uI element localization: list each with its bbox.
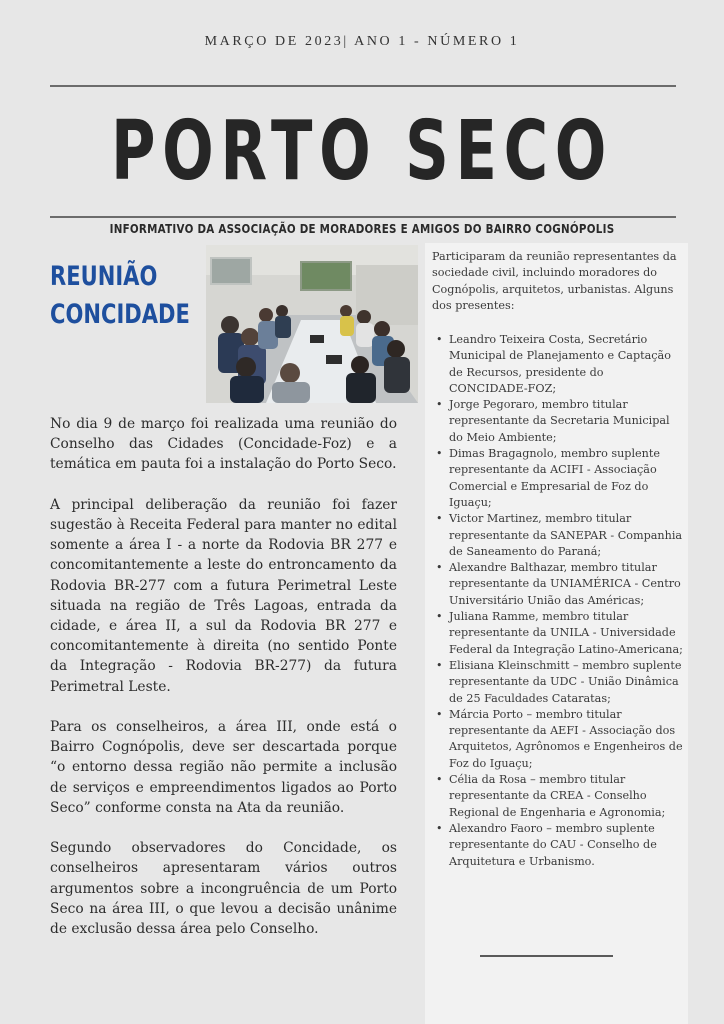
article-paragraph: A principal deliberação da reunião foi fazer sugestão à Receita Federal para manter no edital somente a área I - a norte da Rodovia BR 277 e concomitantemente a leste do entroncamento da Rodovia BR-277 com a futura Perimetral Leste situada na região de Três Lagoas, entrada da cidade, e área II, a sul da Rodovia BR 277 e concomitantemente à direita (no sentido Ponte da Integração - Rodovia BR-277) da futura Perimetral Leste. [50,496,397,695]
attendee-text: Leandro Teixeira Costa, Secretário Municipal de Planejamento e Captação de Recursos, presidente do CONCIDADE-FOZ; [449,333,671,395]
article-paragraph: Segundo observadores do Concidade, os conselheiros apresentaram vários outros argumentos sobre a incongruência de um Porto Seco na área III, o que levou a decisão unânime de exclusão dessa área pelo Conselho. [50,840,397,938]
list-item [436,772,685,821]
attendee-text: Elisiana Kleinschmitt – membro suplente representante da UDC - União Dinâmica de 25 Faculdades Cataratas; [449,658,682,705]
bullet-icon: • [436,773,443,787]
sidebar-divider [480,955,613,957]
dateline: MARÇO DE 2023| ANO 1 - NÚMERO 1 [204,34,520,49]
attendee-text: Dimas Bragagnolo, membro suplente representante da ACIFI - Associação Comercial e Empresarial de Foz do Iguaçu; [449,447,660,509]
attendee-text: Alexandro Faoro – membro suplente representante do CAU - Conselho de Arquitetura e Urbanismo. [449,821,657,868]
list-item [436,397,685,446]
article-body [50,414,397,959]
bullet-icon: • [436,821,443,835]
bullet-icon: • [436,512,443,526]
bullet-icon: • [436,610,443,624]
attendee-text: Alexandre Balthazar, membro titular representante da UNIAMÉRICA - Centro Universitário União das Américas; [449,561,681,607]
list-item [436,821,685,870]
bullet-icon: • [436,333,443,346]
meeting-photo-illustration [206,245,418,403]
masthead-title: PORTO SECO [110,104,614,199]
article-title-line-1: REUNIÃO [50,261,158,292]
bullet-icon: • [436,398,443,412]
list-item [436,560,685,609]
bullet-icon: • [436,561,443,575]
article-title [50,258,190,334]
bullet-icon: • [436,707,443,721]
masthead-top-rule [50,85,676,87]
list-item [436,609,685,658]
list-item [436,658,685,707]
article-title-line-2: CONCIDADE [50,299,190,330]
sidebar-intro: Participaram da reunião representantes da sociedade civil, incluindo moradores do Cognópolis, arquitetos, urbanistas. Alguns dos presentes: [432,250,677,312]
article-paragraph: No dia 9 de março foi realizada uma reunião do Conselho das Cidades (Concidade-Foz) e a temática em pauta foi a instalação do Porto Seco. [50,416,397,473]
attendee-text: Márcia Porto – membro titular representante da AEFI - Associação dos Arquitetos, Agrônomos e Engenheiros de Foz do Iguaçu; [449,707,683,770]
article-paragraph: Para os conselheiros, a área III, onde está o Bairro Cognópolis, deve ser descartada porque “o entorno dessa região não permite a inclusão de serviços e empreendimentos ligados ao Porto Seco” conforme consta na Ata da reunião. [50,719,397,816]
list-item [436,332,685,397]
list-item [436,446,685,511]
attendees-list [436,332,685,870]
attendee-text: Jorge Pegoraro, membro titular representante da Secretaria Municipal do Meio Ambiente; [449,398,670,444]
attendee-text: Victor Martinez, membro titular representante da SANEPAR - Companhia de Saneamento do Paraná; [449,512,683,558]
attendee-text: Célia da Rosa – membro titular representante da CREA - Conselho Regional de Engenharia e Agronomia; [449,773,666,819]
meeting-photo [206,245,418,403]
bullet-icon: • [436,447,443,461]
list-item [436,511,685,560]
masthead-bottom-rule [50,216,676,218]
attendee-text: Juliana Ramme, membro titular representante da UNILA - Universidade Federal da Integração Latino-Americana; [449,610,683,656]
masthead-subtitle: INFORMATIVO DA ASSOCIAÇÃO DE MORADORES E AMIGOS DO BAIRRO COGNÓPOLIS [109,222,615,236]
list-item [436,707,685,772]
bullet-icon: • [436,658,443,672]
attendees-sidebar [425,243,688,1024]
